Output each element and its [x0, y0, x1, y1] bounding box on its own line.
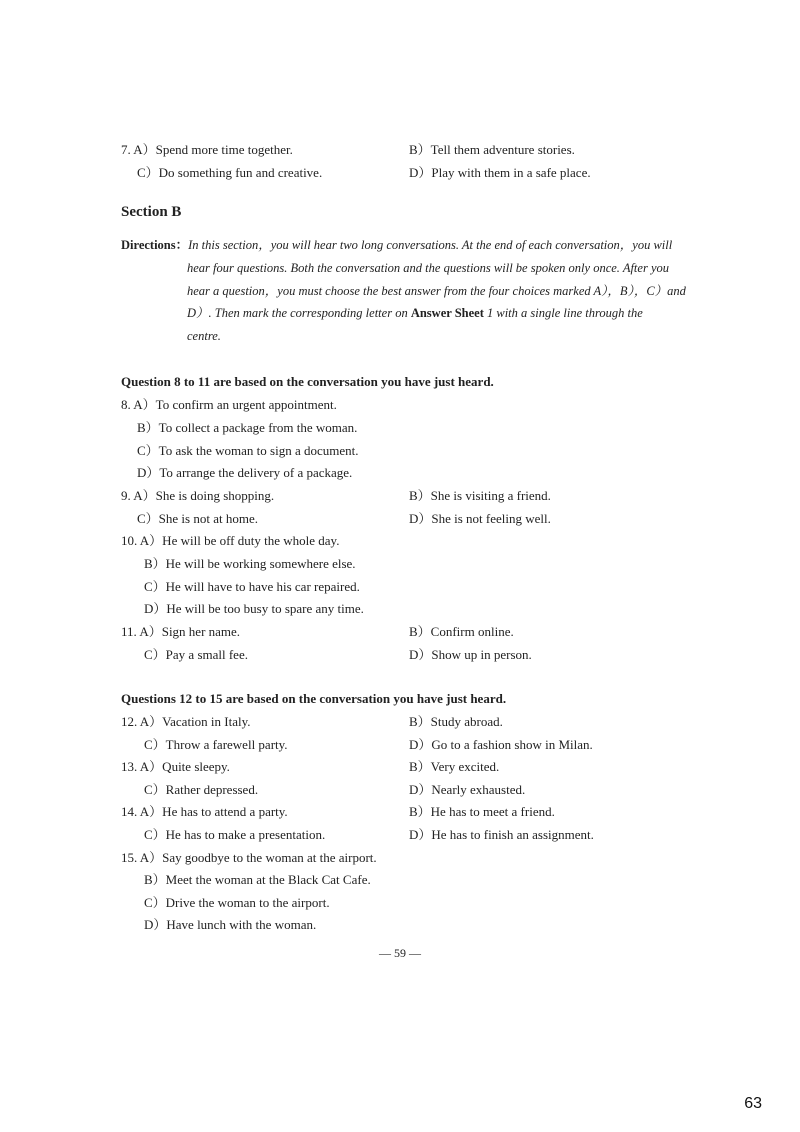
option-c: C）Do something fun and creative.: [137, 165, 323, 180]
option-d: D）Go to a fashion show in Milan.: [409, 737, 593, 752]
answer-sheet-label: Answer Sheet: [410, 306, 484, 320]
page-number: — 59 —: [379, 946, 421, 960]
option-b: B）Tell them adventure stories.: [409, 142, 575, 157]
question-number: 13.: [121, 759, 138, 774]
question-13: [121, 759, 230, 775]
directions-line-4: D）. Then mark the corresponding letter on Answer Sheet 1 with a single line through the: [187, 306, 643, 320]
option-c: C）Drive the woman to the airport.: [144, 895, 330, 910]
option-a: A）He has to attend a party.: [139, 804, 288, 819]
question-number: 12.: [121, 714, 138, 729]
option-b: B）To collect a package from the woman.: [137, 420, 358, 435]
option-b: B）Meet the woman at the Black Cat Cafe.: [144, 872, 371, 887]
option-d: D）He has to finish an assignment.: [409, 827, 594, 842]
directions-line-3: hear a question，you must choose the best answer from the four choices marked A），B），C）and: [187, 284, 686, 298]
option-c: C）She is not at home.: [137, 511, 258, 526]
option-b: B）Confirm online.: [409, 624, 514, 639]
question-11: [121, 624, 240, 640]
option-b: B）He has to meet a friend.: [409, 804, 555, 819]
option-b: B）Study abroad.: [409, 714, 503, 729]
group-heading: Question 8 to 11 are based on the conversation you have just heard.: [121, 374, 494, 389]
directions-line-1: Directions：In this section，you will hear two long conversations. At the end of each conversation，you will: [121, 238, 673, 252]
option-d: D）Show up in person.: [409, 647, 532, 662]
option-a: A）She is doing shopping.: [133, 488, 275, 503]
option-d: D）Have lunch with the woman.: [144, 917, 317, 932]
option-a: A）Spend more time together.: [133, 142, 293, 157]
option-c: C）Throw a farewell party.: [144, 737, 288, 752]
directions-label: Directions：: [121, 238, 189, 252]
option-d: D）She is not feeling well.: [409, 511, 551, 526]
corner-page-number: 63: [744, 1095, 762, 1112]
option-c: C）He has to make a presentation.: [144, 827, 326, 842]
option-a: A）Sign her name.: [139, 624, 241, 639]
option-a: A）Say goodbye to the woman at the airport.: [139, 850, 377, 865]
option-a: A）To confirm an urgent appointment.: [133, 397, 337, 412]
option-d: D）Nearly exhausted.: [409, 782, 526, 797]
option-c: C）He will have to have his car repaired.: [144, 579, 360, 594]
question-number: 10.: [121, 533, 138, 548]
question-7: [121, 142, 293, 158]
option-a: A）Vacation in Italy.: [139, 714, 251, 729]
question-number: 9.: [121, 488, 131, 503]
group-heading: Questions 12 to 15 are based on the conversation you have just heard.: [121, 691, 507, 706]
option-c: C）Pay a small fee.: [144, 647, 248, 662]
question-number: 14.: [121, 804, 138, 819]
question-15: [121, 850, 377, 866]
question-8: [121, 397, 337, 413]
option-d: D）He will be too busy to spare any time.: [144, 601, 364, 616]
question-10: [121, 533, 339, 549]
question-number: 11.: [121, 624, 137, 639]
option-c: C）To ask the woman to sign a document.: [137, 443, 359, 458]
directions-line-2: hear four questions. Both the conversation and the questions will be spoken only once. After you: [187, 261, 669, 275]
directions-line-5: centre.: [187, 329, 221, 343]
question-number: 7.: [121, 142, 131, 157]
option-b: B）She is visiting a friend.: [409, 488, 551, 503]
option-a: A）He will be off duty the whole day.: [139, 533, 340, 548]
question-9: [121, 488, 274, 504]
option-c: C）Rather depressed.: [144, 782, 259, 797]
question-number: 15.: [121, 850, 138, 865]
option-b: B）Very excited.: [409, 759, 500, 774]
question-12: [121, 714, 251, 730]
question-14: [121, 804, 288, 820]
option-a: A）Quite sleepy.: [139, 759, 230, 774]
section-title: Section B: [121, 204, 182, 220]
option-d: D）To arrange the delivery of a package.: [137, 465, 353, 480]
question-number: 8.: [121, 397, 131, 412]
option-b: B）He will be working somewhere else.: [144, 556, 356, 571]
option-d: D）Play with them in a safe place.: [409, 165, 591, 180]
